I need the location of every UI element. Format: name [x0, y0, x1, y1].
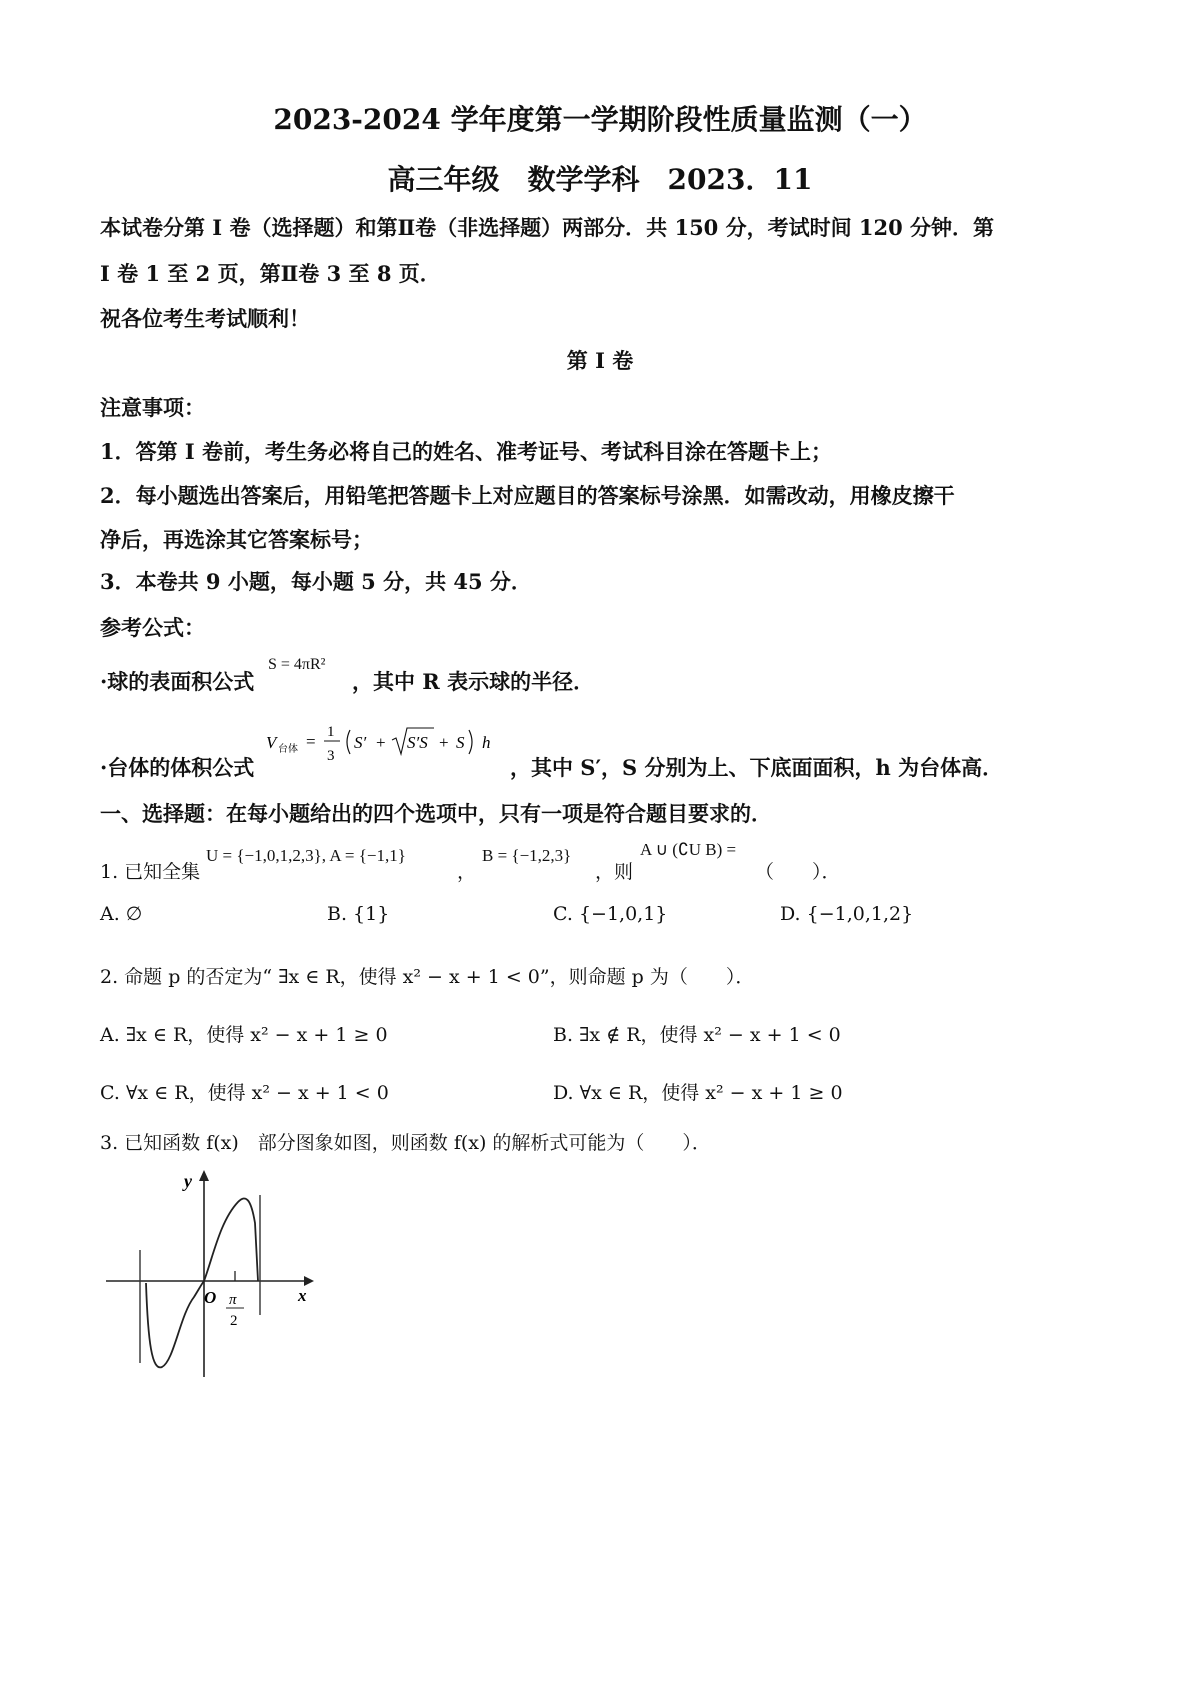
q2-stem: 2. 命题 p 的否定为“ ∃x ∈ R，使得 x² − x + 1 < 0”，则命题 p 为（ ）． — [100, 966, 755, 988]
exam-title: 2023-2024 学年度第一学期阶段性质量监测（一） — [273, 103, 927, 136]
note-2: 2．每小题选出答案后，用铅笔把答题卡上对应题目的答案标号涂黑．如需改动，用橡皮擦干 — [100, 483, 955, 508]
frustum-suffix: ，其中 S′，S 分别为上、下底面面积，h 为台体高． — [510, 755, 1004, 780]
formula-title: 参考公式： — [100, 615, 205, 640]
x-label: x — [298, 1286, 307, 1305]
svg-text:S′S: S′S — [407, 733, 428, 752]
q1-blank: （ ）． — [755, 861, 841, 883]
svg-text:3: 3 — [327, 748, 335, 764]
y-axis-arrow — [199, 1170, 209, 1181]
x-axis-arrow — [304, 1276, 314, 1286]
q1-ask: ，则 — [595, 861, 634, 883]
intro-line-2: I 卷 1 至 2 页，第Ⅱ卷 3 至 8 页． — [100, 261, 441, 286]
y-label: y — [184, 1171, 192, 1191]
intro-wish: 祝各位考生考试顺利！ — [100, 306, 310, 331]
svg-text:+: + — [439, 733, 449, 752]
q1-stem: 1. 已知全集 — [100, 861, 201, 883]
q1-option-c[interactable]: C. {−1,0,1} — [553, 903, 668, 925]
q1-expression: A ∪ (∁U B) = — [640, 840, 737, 859]
frustum-prefix: ·台体的体积公式 — [100, 755, 255, 780]
sphere-prefix: ·球的表面积公式 — [100, 669, 255, 694]
svg-text:1: 1 — [327, 724, 335, 740]
notice-title: 注意事项： — [100, 395, 205, 420]
q3-stem: 3. 已知函数 f(x) 部分图象如图，则函数 f(x) 的解析式可能为（ ）． — [100, 1132, 711, 1154]
intro-line-1: 本试卷分第 I 卷（选择题）和第Ⅱ卷（非选择题）两部分．共 150 分，考试时间 120 分钟．第 — [100, 215, 995, 240]
section-heading: 第 I 卷 — [566, 348, 634, 373]
sphere-suffix: ，其中 R 表示球的半径． — [352, 669, 595, 694]
svg-text:+: + — [376, 733, 386, 752]
function-curve — [146, 1198, 258, 1367]
q1-option-d[interactable]: D. {−1,0,1,2} — [780, 903, 914, 925]
tick-numerator: π — [229, 1292, 237, 1308]
q2-option-c[interactable]: C. ∀x ∈ R，使得 x² − x + 1 < 0 — [100, 1082, 389, 1104]
svg-text:V: V — [266, 733, 277, 752]
q2-option-d[interactable]: D. ∀x ∈ R，使得 x² − x + 1 ≥ 0 — [553, 1082, 843, 1104]
q1-sets: U = {−1,0,1,2,3}, A = {−1,1} — [206, 846, 406, 865]
q1-option-a[interactable]: A. ∅ — [100, 903, 143, 925]
q3-function-graph — [100, 1165, 330, 1390]
svg-text:=: = — [306, 732, 316, 751]
q1-option-b[interactable]: B. {1} — [327, 903, 390, 925]
svg-text:S: S — [456, 733, 465, 752]
svg-text:h: h — [482, 733, 491, 752]
note-1: 1．答第 I 卷前，考生务必将自己的姓名、准考证号、考试科目涂在答题卡上； — [100, 439, 833, 464]
frustum-volume-formula — [264, 712, 504, 770]
exam-subtitle: 高三年级 数学学科 2023．11 — [387, 163, 813, 196]
q2-option-a[interactable]: A. ∃x ∈ R，使得 x² − x + 1 ≥ 0 — [100, 1024, 388, 1046]
note-3: 3．本卷共 9 小题，每小题 5 分，共 45 分． — [100, 569, 532, 594]
q1-set-b: B = {−1,2,3} — [482, 846, 572, 865]
sphere-formula: S = 4πR² — [268, 656, 326, 673]
q1-comma: ， — [457, 861, 477, 883]
note-2-cont: 净后，再选涂其它答案标号； — [100, 527, 373, 552]
origin-label: O — [204, 1288, 217, 1307]
svg-text:台体: 台体 — [278, 744, 298, 755]
part1-heading: 一、选择题：在每小题给出的四个选项中，只有一项是符合题目要求的． — [100, 801, 772, 826]
tick-denominator: 2 — [230, 1313, 238, 1329]
svg-text:S′: S′ — [354, 733, 367, 752]
q2-option-b[interactable]: B. ∃x ∉ R，使得 x² − x + 1 < 0 — [553, 1024, 841, 1046]
